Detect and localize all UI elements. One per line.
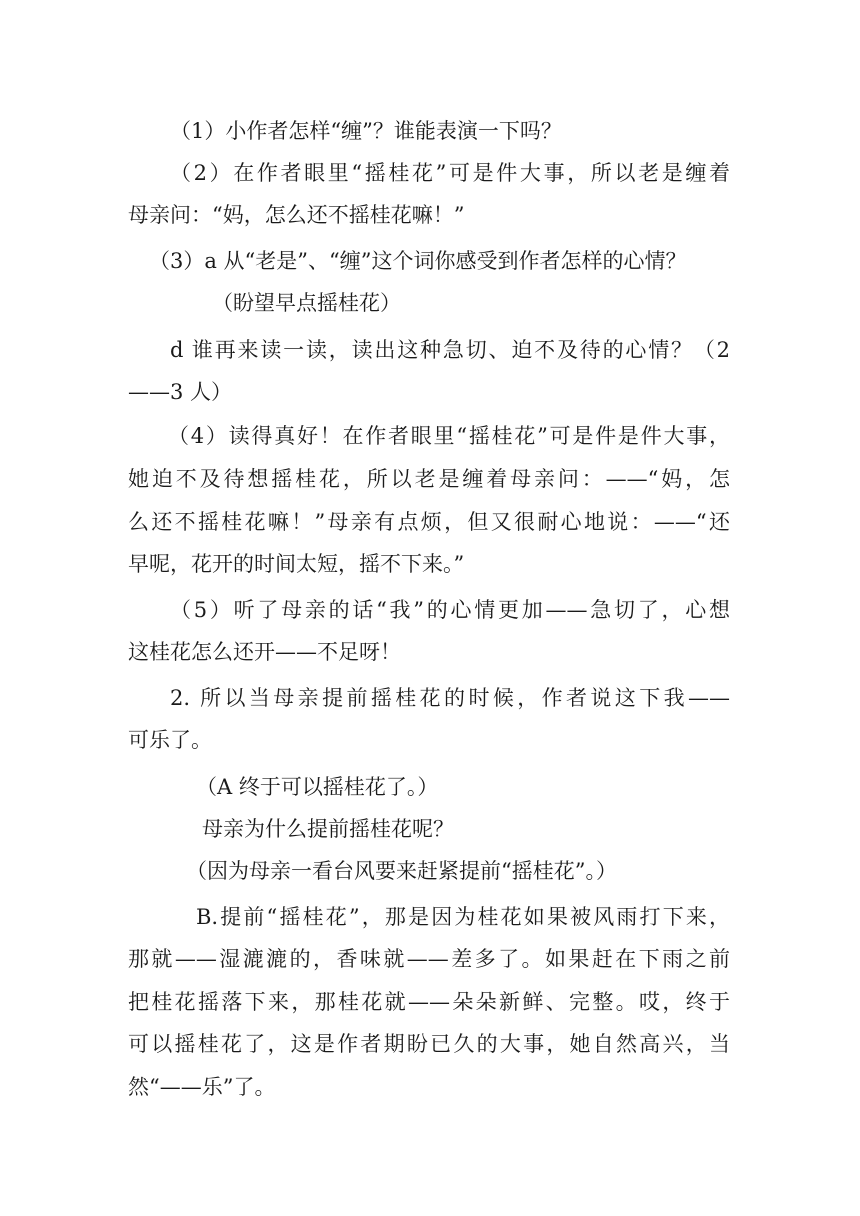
text-line-21: 把桂花摇落下来，那桂花就——朵朵新鲜、完整。哎，终于 xyxy=(128,990,730,1014)
text-line-6: d 谁再来读一读，读出这种急切、迫不及待的心情？（2 xyxy=(170,338,730,362)
text-line-3: 母亲问：“妈，怎么还不摇桂花嘛！” xyxy=(128,203,465,227)
text-line-9: 她迫不及待想摇桂花，所以老是缠着母亲问：——“妈，怎 xyxy=(128,467,730,491)
text-line-15: 可乐了。 xyxy=(128,728,212,752)
text-line-14: 2. 所以当母亲提前摇桂花的时候，作者说这下我—— xyxy=(170,686,730,710)
text-line-17: 母亲为什么提前摇桂花呢？ xyxy=(202,817,454,841)
text-line-11: 早呢，花开的时间太短，摇不下来。” xyxy=(128,552,465,576)
text-line-18: （因为母亲一看台风要来赶紧提前“摇桂花”。） xyxy=(186,859,617,883)
text-line-10: 么还不摇桂花嘛！”母亲有点烦，但又很耐心地说：——“还 xyxy=(128,510,730,534)
text-line-1: （1）小作者怎样“缠”？谁能表演一下吗？ xyxy=(170,119,562,143)
text-line-22: 可以摇桂花了，这是作者期盼已久的大事，她自然高兴，当 xyxy=(128,1032,730,1056)
text-line-4: （3）a 从“老是”、“缠”这个词你感受到作者怎样的心情？ xyxy=(149,249,687,273)
text-line-5: （盼望早点摇桂花） xyxy=(212,291,401,315)
text-line-8: （4）读得真好！在作者眼里“摇桂花”可是件是件大事， xyxy=(168,424,730,448)
text-line-7: ——3 人） xyxy=(128,380,233,404)
text-line-23: 然“——乐”了。 xyxy=(128,1075,276,1099)
text-line-12: （5）听了母亲的话“我”的心情更加——急切了，心想 xyxy=(170,598,730,622)
text-line-16: （A 终于可以摇桂花了。） xyxy=(196,775,439,799)
text-line-19: B.提前“摇桂花”，那是因为桂花如果被风雨打下来， xyxy=(196,905,730,929)
text-line-2: （2）在作者眼里“摇桂花”可是件大事，所以老是缠着 xyxy=(170,161,730,185)
text-line-13: 这桂花怎么还开——不足呀！ xyxy=(128,640,401,664)
text-line-20: 那就——湿漉漉的，香味就——差多了。如果赶在下雨之前 xyxy=(128,947,730,971)
